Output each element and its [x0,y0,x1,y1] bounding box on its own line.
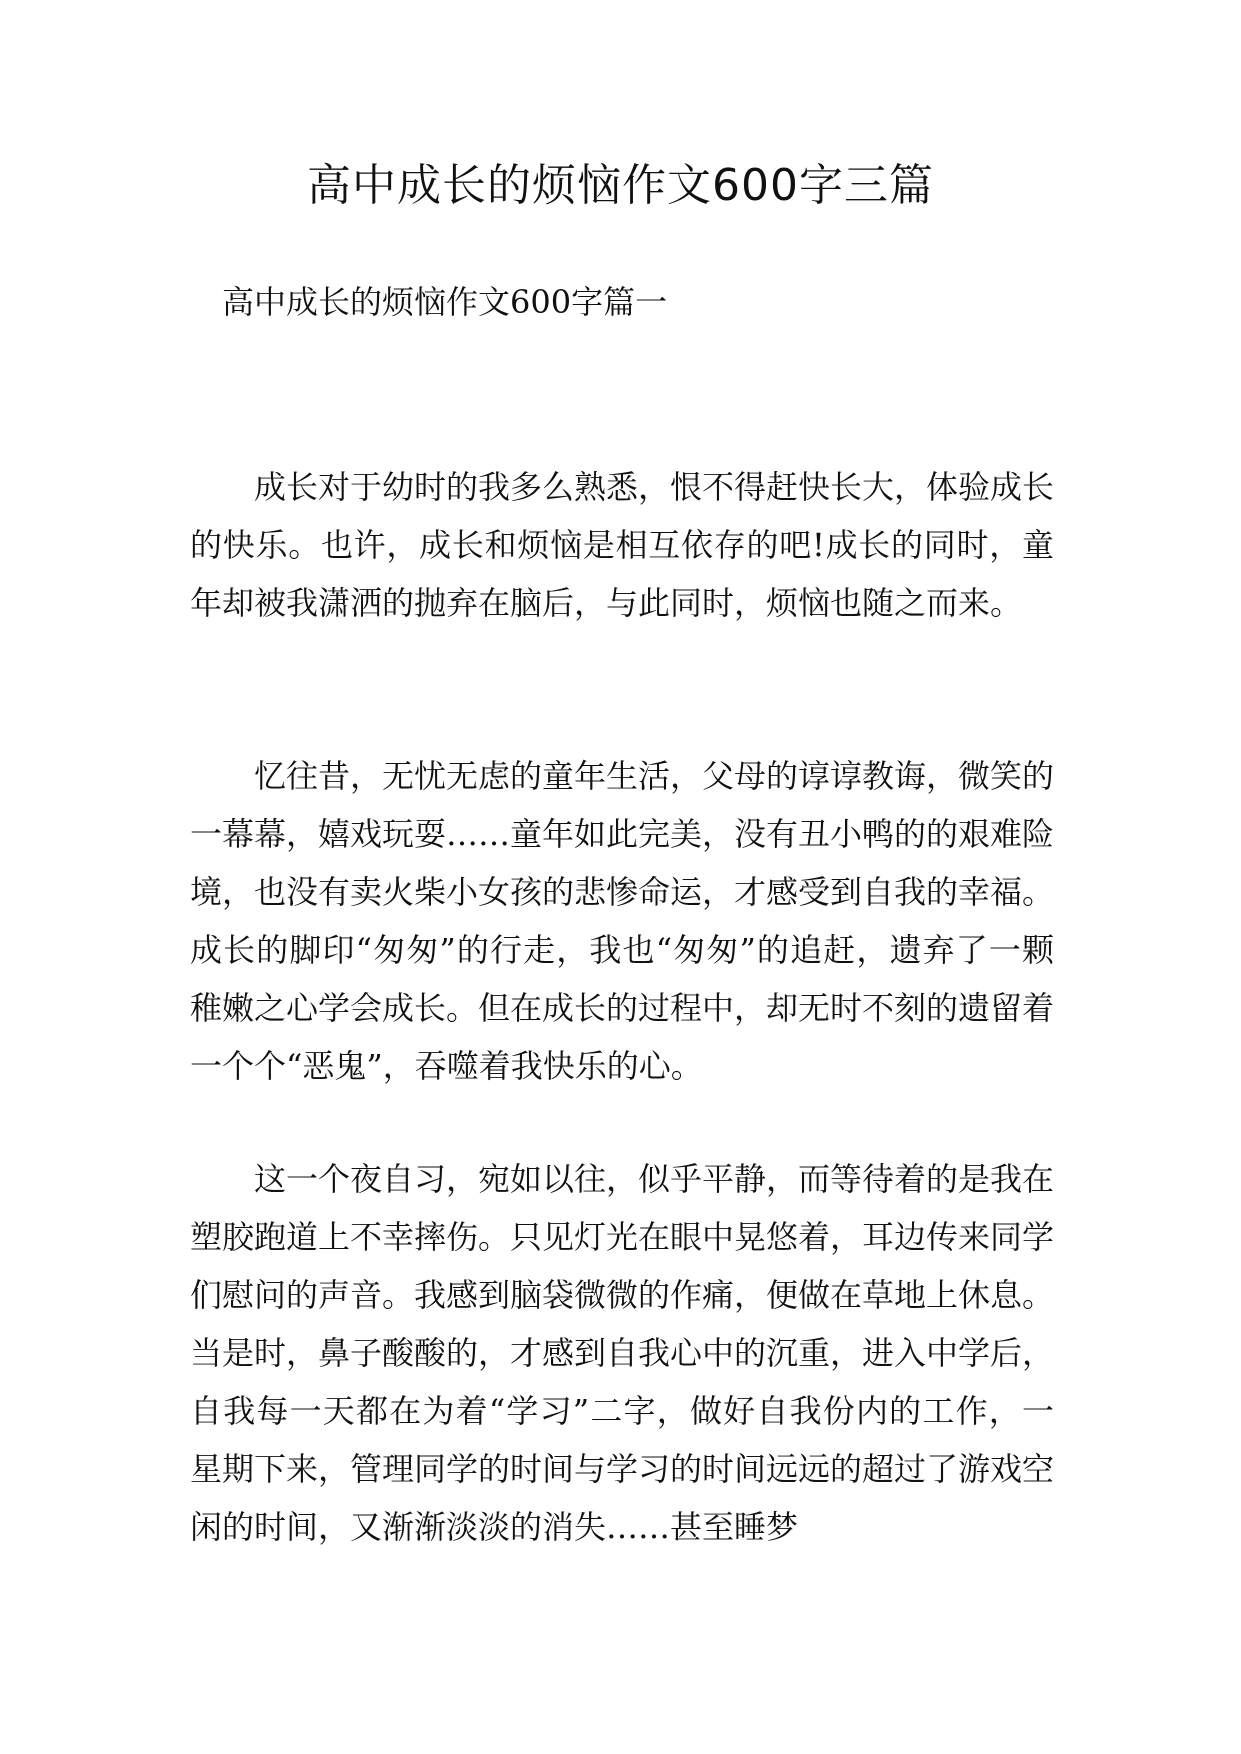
section-heading: 高中成长的烦恼作文600字篇一 [222,283,668,321]
body-paragraph: 忆往昔，无忧无虑的童年生活，父母的谆谆教诲，微笑的一幕幕，嬉戏玩耍……童年如此完美，没有丑小鸭的的艰难险境，也没有卖火柴小女孩的悲惨命运，才感受到自我的幸福。成长的脚印“匆匆”的行走，我也“匆匆”的追赶，遗弃了一颗稚嫩之心学会成长。但在成长的过程中，却无时不刻的遗留着一个个“恶鬼”，吞噬着我快乐的心。 [190,757,1055,1085]
body-paragraph: 成长对于幼时的我多么熟悉，恨不得赶快长大，体验成长的快乐。也许，成长和烦恼是相互依存的吧!成长的同时，童年却被我潇洒的抛弃在脑后，与此同时，烦恼也随之而来。 [190,468,1055,622]
document-title: 高中成长的烦恼作文600字三篇 [307,160,934,211]
body-paragraph: 这一个夜自习，宛如以往，似乎平静，而等待着的是我在塑胶跑道上不幸摔伤。只见灯光在眼中晃悠着，耳边传来同学们慰问的声音。我感到脑袋微微的作痛，便做在草地上休息。当是时，鼻子酸酸的，才感到自我心中的沉重，进入中学后，自我每一天都在为着“学习”二字，做好自我份内的工作，一星期下来，管理同学的时间与学习的时间远远的超过了游戏空闲的时间，又渐渐淡淡的消失……甚至睡梦 [190,1160,1055,1546]
